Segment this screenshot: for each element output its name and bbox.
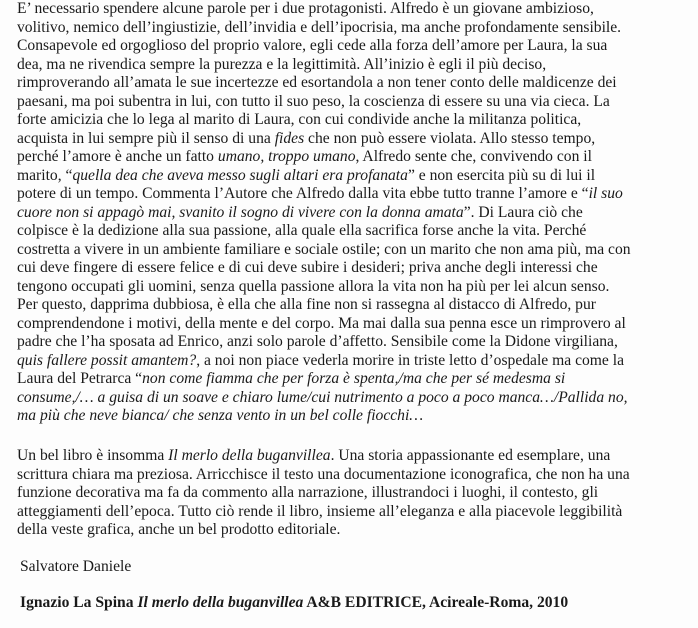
text-line [17,278,691,297]
text-line [17,74,691,93]
text-run: colpisce è la dedizione alla sua passione, alla quale ella sacrifica forse anche la vita. Perché [17,222,587,239]
book-credit [20,594,568,613]
text-line [17,241,691,260]
text-line [17,296,691,315]
text-run: marito, “ [17,166,73,184]
text-line [17,484,691,503]
text-run: che non può essere violata. Allo stesso tempo, [304,129,596,147]
text-run: funzione decorativa ma fa da commento alla narrazione, illustrandoci i luoghi, il contesto, gli [17,484,599,501]
review-paragraph-conclusion [17,447,691,540]
text-run: atteggiamenti dell’epoca. Tutto ciò rende il libro, insieme all’eleganza e alla piacevole leggibilità [17,502,623,520]
text-run: , a noi non piace vederla morire in triste letto d’ospedale ma come la [196,351,624,369]
text-line [17,185,691,204]
text-line [17,167,691,186]
text-run: cui deve fingere di essere felice e di cui deve subire i desideri; priva anche degli interessi che [17,259,598,276]
text-line [17,56,691,75]
text-line [17,315,691,334]
text-run: dea, ma ne rivendica sempre la purezza e la legittimità. All’inizio è egli il più deciso, [17,55,547,73]
text-run: perché l’amore è anche un fatto [17,148,218,165]
text-run: costretta a vivere in un ambiente familiare e sociale ostile; con un marito che non ama più, ma con [17,240,631,258]
text-line [17,407,691,426]
text-run: scrittura chiara ma preziosa. Arricchisce il testo una documentazione iconografica, che non ha una [17,465,630,483]
text-line [17,148,691,167]
reviewer-signature: Salvatore Daniele [20,558,132,575]
text-line [17,0,691,19]
text-run: acquista in lui sempre più il senso di una [17,129,275,147]
text-line [17,466,691,485]
text-run: ”. Di Laura ciò che [463,203,583,221]
text-run: Per questo, dapprima dubbiosa, è ella che alla fine non si rassegna al distacco di Alfredo, pur [17,296,596,313]
text-line [17,204,691,223]
review-paragraph-protagonists [17,0,691,426]
text-run: della veste grafica, anche un bel prodotto editoriale. [17,521,341,538]
text-run: . Una storia appassionante ed esemplare, una [330,447,611,464]
text-run: ” e non esercita più su di lui il [407,166,596,184]
italic-quote: ma più che neve bianca/ che senza vento in un bel colle fiocchi… [17,407,424,424]
book-author: Ignazio La Spina [20,594,138,611]
text-line [17,259,691,278]
text-line [17,389,691,408]
text-line [17,370,691,389]
text-run: potere di un tempo. Commenta l’Autore che Alfredo dalla vita ebbe tutto tranne l’amore e “ [17,185,589,202]
text-line [17,37,691,56]
italic-quote: fides [274,129,305,147]
text-run: , Alfredo sente che, convivendo con il [355,148,592,165]
italic-quote: quis fallere possit amantem? [17,351,197,369]
book-title: Il merlo della buganvillea [137,594,304,611]
italic-quote: il suo [588,185,623,202]
italic-quote: cuore non si appagò mai, svanito il sogno di vivere con la donna amata [17,203,464,221]
text-run: rimproverando all’amata le sue incertezze ed esortandola a non tener conto delle maldicenze dei [17,74,617,91]
italic-quote: non come fiamma che per forza è spenta,/ma che per sé medesma si [142,370,566,387]
text-run: padre che l’ha sposata ad Enrico, anzi solo parole d’affetto. Sensibile come la Didone virgiliana, [17,333,618,350]
text-run: Consapevole ed orgoglioso del proprio valore, egli cede alla forza dell’amore per Laura, la sua [17,37,608,54]
text-run: volitivo, nemico dell’ingiustizie, dell’invidia e dell’ipocrisia, ma anche profondamente sensibile. [17,18,622,36]
text-line [17,222,691,241]
italic-quote: umano, troppo umano [217,148,356,165]
text-line [17,447,691,466]
text-run: tengono occupati gli uomini, senza quella passione allora la vita non ha più per lei alcun senso. [17,277,610,295]
text-line [17,19,691,38]
text-line [17,352,691,371]
text-run: E’ necessario spendere alcune parole per i due protagonisti. Alfredo è un giovane ambizioso, [17,0,594,17]
book-publisher: A&B EDITRICE, Acireale-Roma, 2010 [303,594,569,611]
italic-quote: Il merlo della buganvillea [168,447,331,464]
text-line [17,130,691,149]
text-run: paesani, ma poi subentra in lui, con tutto il suo peso, la coscienza di essere su una via cieca. La [17,92,610,110]
text-run: Un bel libro è insomma [17,447,169,464]
text-line [17,503,691,522]
text-line [17,521,691,540]
text-line [17,333,691,352]
text-run: forte amicizia che lo lega al marito di Laura, con cui condivide anche la militanza politica, [17,111,582,128]
text-run: comprendendone i motivi, della mente e del corpo. Ma mai dalla sua penna esce un rimprovero al [17,314,626,332]
text-line [17,111,691,130]
text-line [17,93,691,112]
italic-quote: consume,/… a guisa di un soave e chiaro lume/cui nutrimento a poco a poco manca…/Pallida no, [17,388,628,406]
italic-quote: quella dea che aveva messo sugli altari era profanata [72,166,408,184]
text-run: Laura del Petrarca “ [17,370,143,387]
